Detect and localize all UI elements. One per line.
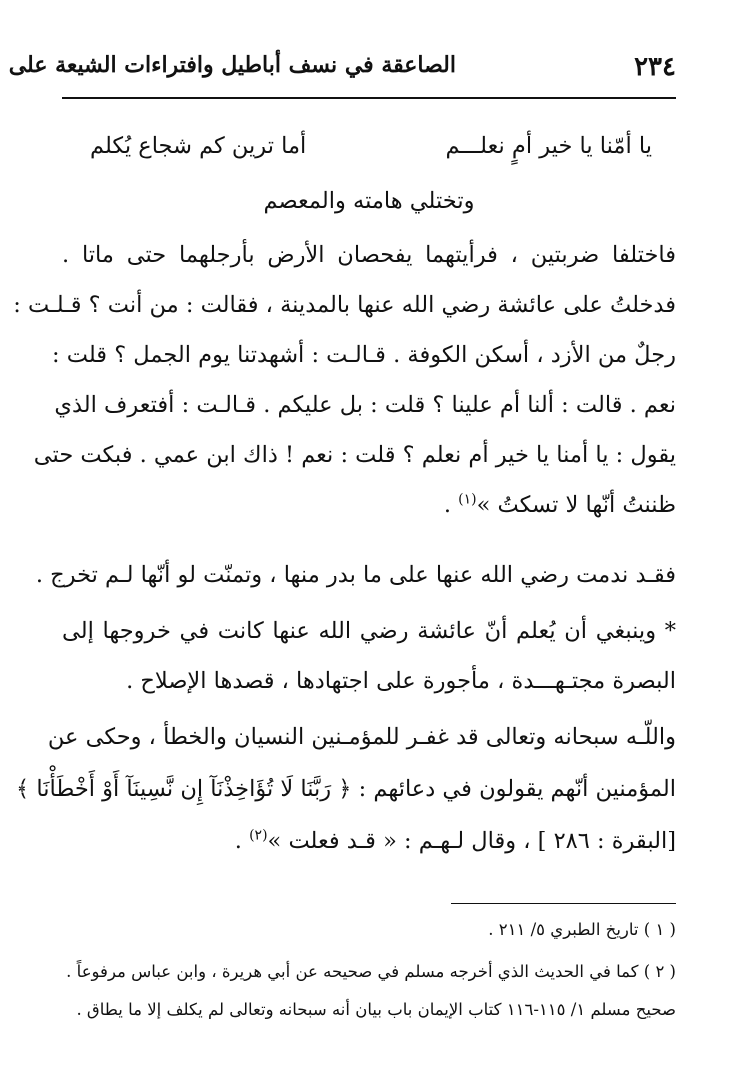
footnote-2: ( ٢ ) كما في الحديث الذي أخرجه مسلم في صحيحه عن أبي هريرة ، وابن عباس مرفوعاً .	[66, 962, 676, 981]
body-line: واللّـه سبحانه وتعالى قد غفـر للمؤمـنين النسيان والخطأ ، وحكى عن	[47, 724, 676, 750]
quran-verse-line: المؤمنين أنّهم يقولون في دعائهم : ﴿ رَبَّنَا لَا تُؤَاخِذْنَآ إِن نَّسِينَآ أَوْ أَخْطَأْنَا ﴾	[16, 776, 676, 802]
body-line-text: ظننتُ أنّها لا تسكتُ »	[476, 492, 676, 518]
body-line: فقـد ندمت رضي الله عنها على ما بدر منها ، وتمنّت لو أنّها لـم تخرج .	[35, 562, 676, 588]
page-number: ٢٣٤	[634, 52, 676, 82]
line-end-period: .	[443, 492, 459, 518]
poem-hemistich-3: وتختلي هامته والمعصم	[263, 188, 475, 214]
body-line: فدخلتُ على عائشة رضي الله عنها بالمدينة ، فقالت : من أنت ؟ قـلـت :	[13, 292, 676, 318]
page-header	[8, 46, 676, 86]
running-title: الصاعقة في نسف أباطيل وافتراءات الشيعة على	[8, 52, 456, 78]
footnote-1: ( ١ ) تاريخ الطبري ٥/ ٢١١ .	[488, 920, 676, 939]
body-line: نعم . قالت : ألنا أم علينا ؟ قلت : بل عليكم . قـالـت : أفتعرف الذي	[54, 392, 676, 418]
header-divider	[62, 97, 676, 99]
line-end-period: .	[234, 828, 250, 854]
footnote-divider	[451, 903, 676, 904]
body-line-text: [البقرة : ٢٨٦ ] ، وقال لـهـم : « قـد فعلت »	[267, 828, 676, 854]
poem-verse	[62, 133, 676, 167]
footnote-ref-1: (١)	[458, 491, 477, 508]
poem-hemistich-1: يا أمّنا يا خير أمٍ نعلـــم	[445, 133, 652, 159]
footnote-2-continued: صحيح مسلم ١/ ١١٥-١١٦ كتاب الإيمان باب بيان أنه سبحانه وتعالى لم يكلف إلا ما يطاق .	[76, 1000, 676, 1019]
body-line: * وينبغي أن يُعلم أنّ عائشة رضي الله عنها كانت في خروجها إلى	[62, 618, 676, 644]
body-line: رجلٌ من الأزد ، أسكن الكوفة . قـالـت : أشهدتنا يوم الجمل ؟ قلت :	[52, 342, 676, 368]
footnote-ref-2: (٢)	[249, 827, 268, 844]
body-line-last	[62, 488, 676, 522]
body-line: فاختلفا ضربتين ، فرأيتهما يفحصان الأرض بأرجلهما حتى ماتا .	[62, 242, 676, 268]
poem-hemistich-2: أما ترين كم شجاع يُكلم	[90, 133, 307, 159]
body-line-last	[62, 824, 676, 858]
body-line: البصرة مجتـهـــدة ، مأجورة على اجتهادها ، قصدها الإصلاح .	[126, 668, 676, 694]
body-line: يقول : يا أمنا يا خير أم نعلم ؟ قلت : نعم ! ذاك ابن عمي . فبكت حتى	[33, 442, 676, 468]
